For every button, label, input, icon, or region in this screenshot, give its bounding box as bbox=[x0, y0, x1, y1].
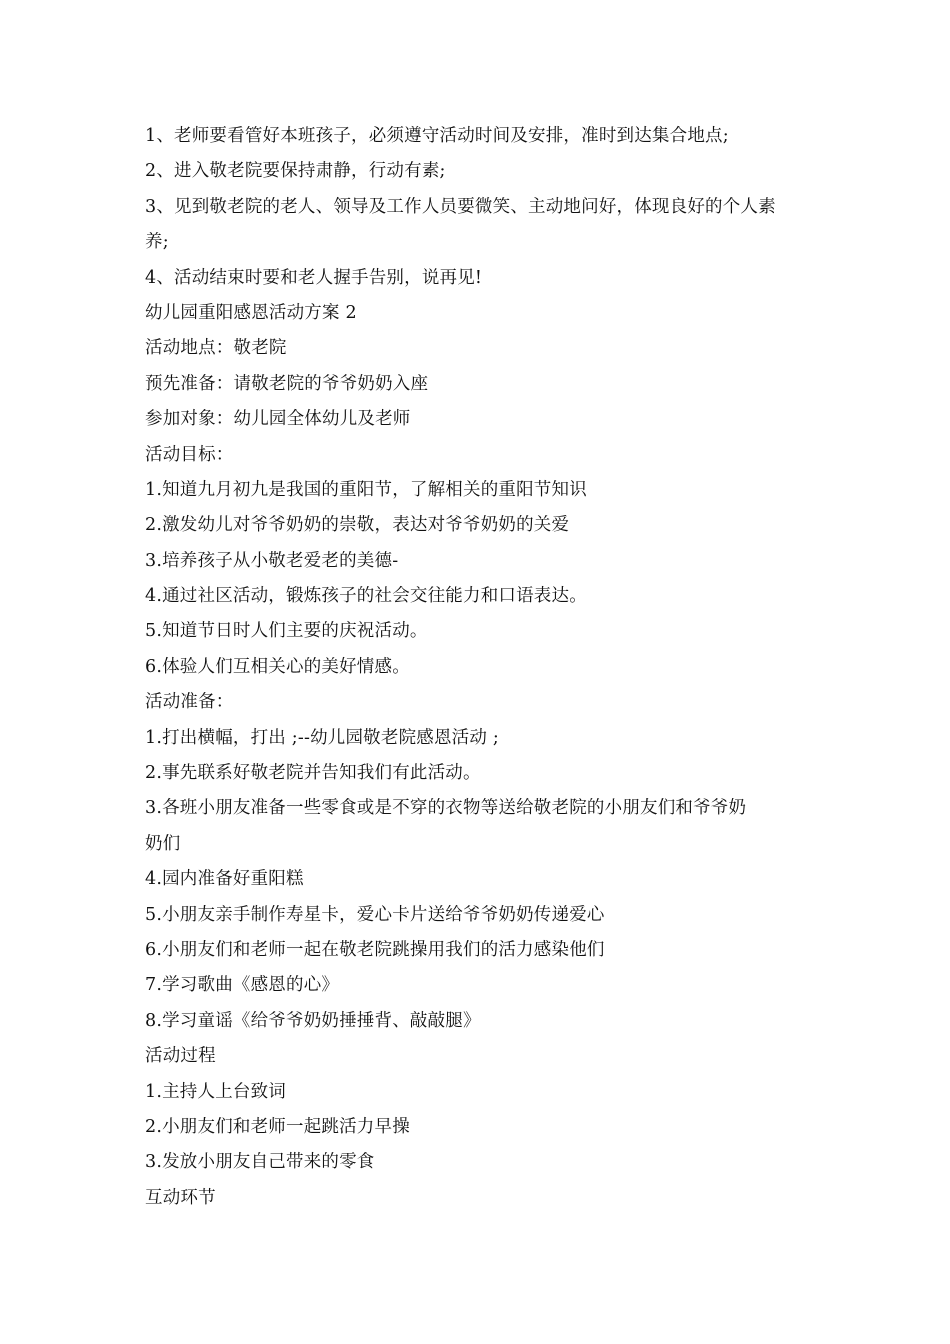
text-line: 2、进入敬老院要保持肃静，行动有素; bbox=[145, 161, 446, 182]
text-line: 养; bbox=[145, 232, 169, 253]
text-line: 4、活动结束时要和老人握手告别，说再见! bbox=[145, 267, 483, 288]
text-line: 活动地点：敬老院 bbox=[145, 338, 287, 359]
list-item: 3.各班小朋友准备一些零食或是不穿的衣物等送给敬老院的小朋友们和爷爷奶 bbox=[145, 798, 747, 819]
list-item: 5.小朋友亲手制作寿星卡，爱心卡片送给爷爷奶奶传递爱心 bbox=[145, 904, 605, 925]
list-item: 8.学习童谣《给爷爷奶奶捶捶背、敲敲腿》 bbox=[145, 1010, 481, 1031]
list-item: 5.知道节日时人们主要的庆祝活动。 bbox=[145, 621, 428, 642]
list-item: 奶们 bbox=[145, 833, 181, 854]
list-item: 3.发放小朋友自己带来的零食 bbox=[145, 1152, 375, 1173]
list-item: 4.园内准备好重阳糕 bbox=[145, 869, 304, 890]
section-heading: 幼儿园重阳感恩活动方案 2 bbox=[145, 302, 357, 323]
text-line: 预先准备：请敬老院的爷爷奶奶入座 bbox=[145, 373, 429, 394]
list-item: 1.打出横幅，打出 ;--幼儿园敬老院感恩活动 ; bbox=[145, 727, 499, 748]
list-item: 2.事先联系好敬老院并告知我们有此活动。 bbox=[145, 763, 481, 784]
text-line: 3、见到敬老院的老人、领导及工作人员要微笑、主动地问好，体现良好的个人素 bbox=[145, 196, 776, 217]
text-line: 参加对象：幼儿园全体幼儿及老师 bbox=[145, 409, 411, 430]
list-item: 7.学习歌曲《感恩的心》 bbox=[145, 975, 340, 996]
list-item: 6.小朋友们和老师一起在敬老院跳操用我们的活力感染他们 bbox=[145, 939, 605, 960]
list-item: 6.体验人们互相关心的美好情感。 bbox=[145, 656, 410, 677]
list-item: 3.培养孩子从小敬老爱老的美德- bbox=[145, 550, 399, 571]
subsection-heading: 活动准备： bbox=[145, 692, 234, 713]
subsection-heading: 活动过程 bbox=[145, 1046, 216, 1067]
list-item: 2.激发幼儿对爷爷奶奶的崇敬，表达对爷爷奶奶的关爱 bbox=[145, 515, 570, 536]
list-item: 1.知道九月初九是我国的重阳节，了解相关的重阳节知识 bbox=[145, 479, 587, 500]
document-body bbox=[145, 119, 815, 1216]
subsection-heading: 活动目标： bbox=[145, 444, 234, 465]
subsection-heading: 互动环节 bbox=[145, 1187, 216, 1208]
list-item: 1.主持人上台致词 bbox=[145, 1081, 286, 1102]
text-line: 1、老师要看管好本班孩子，必须遵守活动时间及安排，准时到达集合地点; bbox=[145, 126, 729, 146]
list-item: 2.小朋友们和老师一起跳活力早操 bbox=[145, 1116, 410, 1137]
list-item: 4.通过社区活动，锻炼孩子的社会交往能力和口语表达。 bbox=[145, 586, 587, 607]
